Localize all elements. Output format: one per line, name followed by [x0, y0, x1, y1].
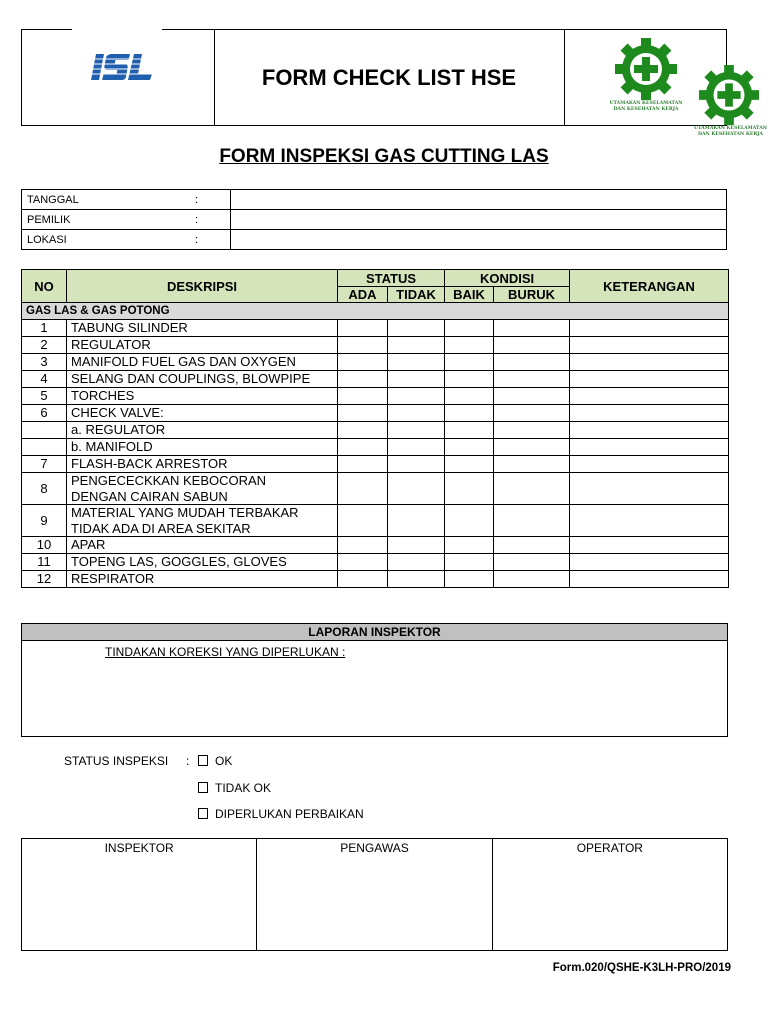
row-description-line: APAR	[71, 537, 106, 552]
form-code: Form.020/QSHE-K3LH-PRO/2019	[552, 962, 731, 974]
info-separator: :	[189, 230, 231, 250]
checkbox-icon[interactable]	[198, 782, 208, 793]
row-description-line: a. REGULATOR	[71, 422, 166, 437]
tidak-cell[interactable]	[388, 405, 445, 422]
row-number: 4	[22, 371, 67, 388]
baik-cell[interactable]	[445, 473, 494, 505]
row-description-line: SELANG DAN COUPLINGS, BLOWPIPE	[71, 371, 311, 386]
table-row	[22, 473, 729, 505]
row-description	[67, 537, 338, 554]
checklist-rows	[22, 320, 729, 588]
row-description	[67, 554, 338, 571]
row-number: 11	[22, 554, 67, 571]
row-description-line: TORCHES	[71, 388, 135, 403]
header-title: FORM CHECK LIST HSE	[214, 30, 565, 125]
row-description	[67, 456, 338, 473]
keterangan-cell[interactable]	[570, 473, 729, 505]
column-header-buruk: BURUK	[494, 287, 570, 303]
buruk-cell[interactable]	[494, 456, 570, 473]
buruk-cell[interactable]	[494, 388, 570, 405]
row-description-line: FLASH-BACK ARRESTOR	[71, 456, 228, 471]
row-number: 8	[22, 473, 67, 505]
table-row	[22, 337, 729, 354]
ada-cell[interactable]	[338, 405, 388, 422]
k3-gear-cross-icon	[614, 37, 678, 101]
table-row	[22, 571, 729, 588]
keterangan-cell[interactable]	[570, 320, 729, 337]
table-row	[22, 554, 729, 571]
row-description-line: REGULATOR	[71, 337, 151, 352]
buruk-cell[interactable]	[494, 320, 570, 337]
ada-cell[interactable]	[338, 473, 388, 505]
baik-cell[interactable]	[445, 371, 494, 388]
ada-cell[interactable]	[338, 337, 388, 354]
info-label: TANGGAL	[22, 190, 190, 210]
k3-caption: UTAMAKAN KESELAMATAN DAN KESEHATAN KERJA	[609, 101, 683, 112]
baik-cell[interactable]	[445, 337, 494, 354]
ada-cell[interactable]	[338, 354, 388, 371]
tidak-cell[interactable]	[388, 571, 445, 588]
ada-cell[interactable]	[338, 571, 388, 588]
row-description-line: RESPIRATOR	[71, 571, 155, 586]
section-title: GAS LAS & GAS POTONG	[22, 303, 729, 320]
row-description-line: MATERIAL YANG MUDAH TERBAKAR	[71, 505, 299, 520]
baik-cell[interactable]	[445, 354, 494, 371]
k3-emblem	[606, 37, 686, 113]
tidak-cell[interactable]	[388, 371, 445, 388]
ada-cell[interactable]	[338, 439, 388, 456]
row-description	[67, 505, 338, 537]
ada-cell[interactable]	[338, 554, 388, 571]
ada-cell[interactable]	[338, 505, 388, 537]
baik-cell[interactable]	[445, 456, 494, 473]
column-header-kondisi: KONDISI	[445, 270, 570, 287]
row-description	[67, 439, 338, 456]
tidak-cell[interactable]	[388, 505, 445, 537]
baik-cell[interactable]	[445, 405, 494, 422]
column-header-tidak: TIDAK	[388, 287, 445, 303]
row-number: 7	[22, 456, 67, 473]
ada-cell[interactable]	[338, 371, 388, 388]
table-row	[22, 388, 729, 405]
keterangan-cell[interactable]	[570, 505, 729, 537]
buruk-cell[interactable]	[494, 337, 570, 354]
info-separator: :	[189, 190, 231, 210]
tidak-cell[interactable]	[388, 422, 445, 439]
tanggal-field[interactable]	[231, 190, 727, 210]
row-description	[67, 371, 338, 388]
table-row	[22, 354, 729, 371]
form-title: FORM INSPEKSI GAS CUTTING LAS	[219, 146, 549, 167]
row-description	[67, 388, 338, 405]
tidak-cell[interactable]	[388, 439, 445, 456]
keterangan-cell[interactable]	[570, 354, 729, 371]
k3-gear-cross-icon	[698, 64, 760, 126]
info-row-lokasi	[22, 230, 727, 250]
column-header-ada: ADA	[338, 287, 388, 303]
info-row-tanggal	[22, 190, 727, 210]
row-description	[67, 337, 338, 354]
baik-cell[interactable]	[445, 554, 494, 571]
k3-emblem-secondary	[690, 64, 768, 138]
ada-cell[interactable]	[338, 537, 388, 554]
baik-cell[interactable]	[445, 439, 494, 456]
tindakan-koreksi-label: TINDAKAN KOREKSI YANG DIPERLUKAN :	[105, 645, 346, 659]
signature-table	[21, 838, 728, 951]
table-row	[22, 422, 729, 439]
baik-cell[interactable]	[445, 320, 494, 337]
info-row-pemilik	[22, 210, 727, 230]
row-description-line: TOPENG LAS, GOGGLES, GLOVES	[71, 554, 287, 569]
column-header-no: NO	[22, 270, 67, 303]
buruk-cell[interactable]	[494, 505, 570, 537]
tidak-cell[interactable]	[388, 388, 445, 405]
tidak-cell[interactable]	[388, 320, 445, 337]
row-description	[67, 320, 338, 337]
keterangan-cell[interactable]	[570, 337, 729, 354]
row-number: 5	[22, 388, 67, 405]
signature-inspektor[interactable]: INSPEKTOR	[22, 839, 257, 951]
lokasi-field[interactable]	[231, 230, 727, 250]
row-description-line: DENGAN CAIRAN SABUN	[71, 488, 228, 504]
buruk-cell[interactable]	[494, 473, 570, 505]
row-description	[67, 571, 338, 588]
keterangan-cell[interactable]	[570, 456, 729, 473]
buruk-cell[interactable]	[494, 405, 570, 422]
row-description-line: TIDAK ADA DI AREA SEKITAR	[71, 520, 251, 536]
buruk-cell[interactable]	[494, 537, 570, 554]
keterangan-cell[interactable]	[570, 554, 729, 571]
checklist-table	[21, 269, 729, 588]
keterangan-cell[interactable]	[570, 439, 729, 456]
row-number: 6	[22, 405, 67, 422]
row-description	[67, 354, 338, 371]
table-row	[22, 505, 729, 537]
baik-cell[interactable]	[445, 388, 494, 405]
row-number: 10	[22, 537, 67, 554]
section-row	[22, 303, 729, 320]
buruk-cell[interactable]	[494, 371, 570, 388]
status-option-ok[interactable]: OK	[198, 754, 232, 768]
logo-cell	[22, 30, 215, 125]
buruk-cell[interactable]	[494, 422, 570, 439]
table-row	[22, 320, 729, 337]
tidak-cell[interactable]	[388, 337, 445, 354]
row-description-line: MANIFOLD FUEL GAS DAN OXYGEN	[71, 354, 296, 369]
info-table	[21, 189, 727, 250]
row-number: 3	[22, 354, 67, 371]
tidak-cell[interactable]	[388, 554, 445, 571]
ada-cell[interactable]	[338, 388, 388, 405]
keterangan-cell[interactable]	[570, 405, 729, 422]
info-label: LOKASI	[22, 230, 190, 250]
ada-cell[interactable]	[338, 320, 388, 337]
keterangan-cell[interactable]	[570, 422, 729, 439]
row-description-line: CHECK VALVE:	[71, 405, 164, 420]
ada-cell[interactable]	[338, 456, 388, 473]
pemilik-field[interactable]	[231, 210, 727, 230]
tidak-cell[interactable]	[388, 537, 445, 554]
baik-cell[interactable]	[445, 505, 494, 537]
keterangan-cell[interactable]	[570, 388, 729, 405]
signature-pengawas[interactable]: PENGAWAS	[257, 839, 492, 951]
keterangan-cell[interactable]	[570, 571, 729, 588]
column-header-status: STATUS	[338, 270, 445, 287]
buruk-cell[interactable]	[494, 571, 570, 588]
table-row	[22, 456, 729, 473]
row-number	[22, 422, 67, 439]
row-description	[67, 422, 338, 439]
tidak-cell[interactable]	[388, 473, 445, 505]
buruk-cell[interactable]	[494, 354, 570, 371]
laporan-inspektor	[21, 623, 728, 737]
row-number: 2	[22, 337, 67, 354]
info-separator: :	[189, 210, 231, 230]
row-description-line: TABUNG SILINDER	[71, 320, 188, 335]
checkbox-icon[interactable]	[198, 808, 208, 819]
row-number	[22, 439, 67, 456]
k3-caption: UTAMAKAN KESELAMATAN DAN KESEHATAN KERJA	[694, 126, 767, 137]
row-description-line: b. MANIFOLD	[71, 439, 153, 454]
baik-cell[interactable]	[445, 571, 494, 588]
row-description	[67, 473, 338, 505]
keterangan-cell[interactable]	[570, 537, 729, 554]
table-row	[22, 371, 729, 388]
status-option-diperlukan-perbaikan[interactable]: DIPERLUKAN PERBAIKAN	[198, 807, 364, 821]
row-number: 12	[22, 571, 67, 588]
row-description	[67, 405, 338, 422]
column-header-keterangan: KETERANGAN	[570, 270, 729, 303]
checkbox-icon[interactable]	[198, 755, 208, 766]
row-description-line: PENGECECKKAN KEBOCORAN	[71, 473, 267, 488]
table-row	[22, 439, 729, 456]
isl-logo-icon	[88, 50, 154, 84]
row-number: 9	[22, 505, 67, 537]
keterangan-cell[interactable]	[570, 371, 729, 388]
buruk-cell[interactable]	[494, 554, 570, 571]
ada-cell[interactable]	[338, 422, 388, 439]
tidak-cell[interactable]	[388, 456, 445, 473]
baik-cell[interactable]	[445, 422, 494, 439]
column-header-deskripsi: DESKRIPSI	[67, 270, 338, 303]
table-row	[22, 537, 729, 554]
row-number: 1	[22, 320, 67, 337]
column-header-baik: BAIK	[445, 287, 494, 303]
table-row	[22, 405, 729, 422]
laporan-title: LAPORAN INSPEKTOR	[22, 624, 727, 641]
baik-cell[interactable]	[445, 537, 494, 554]
signature-operator[interactable]: OPERATOR	[492, 839, 727, 951]
buruk-cell[interactable]	[494, 439, 570, 456]
status-inspeksi-separator: :	[186, 754, 190, 768]
status-option-tidak-ok[interactable]: TIDAK OK	[198, 781, 271, 795]
tidak-cell[interactable]	[388, 354, 445, 371]
info-label: PEMILIK	[22, 210, 190, 230]
status-inspeksi-label: STATUS INSPEKSI	[64, 754, 169, 768]
